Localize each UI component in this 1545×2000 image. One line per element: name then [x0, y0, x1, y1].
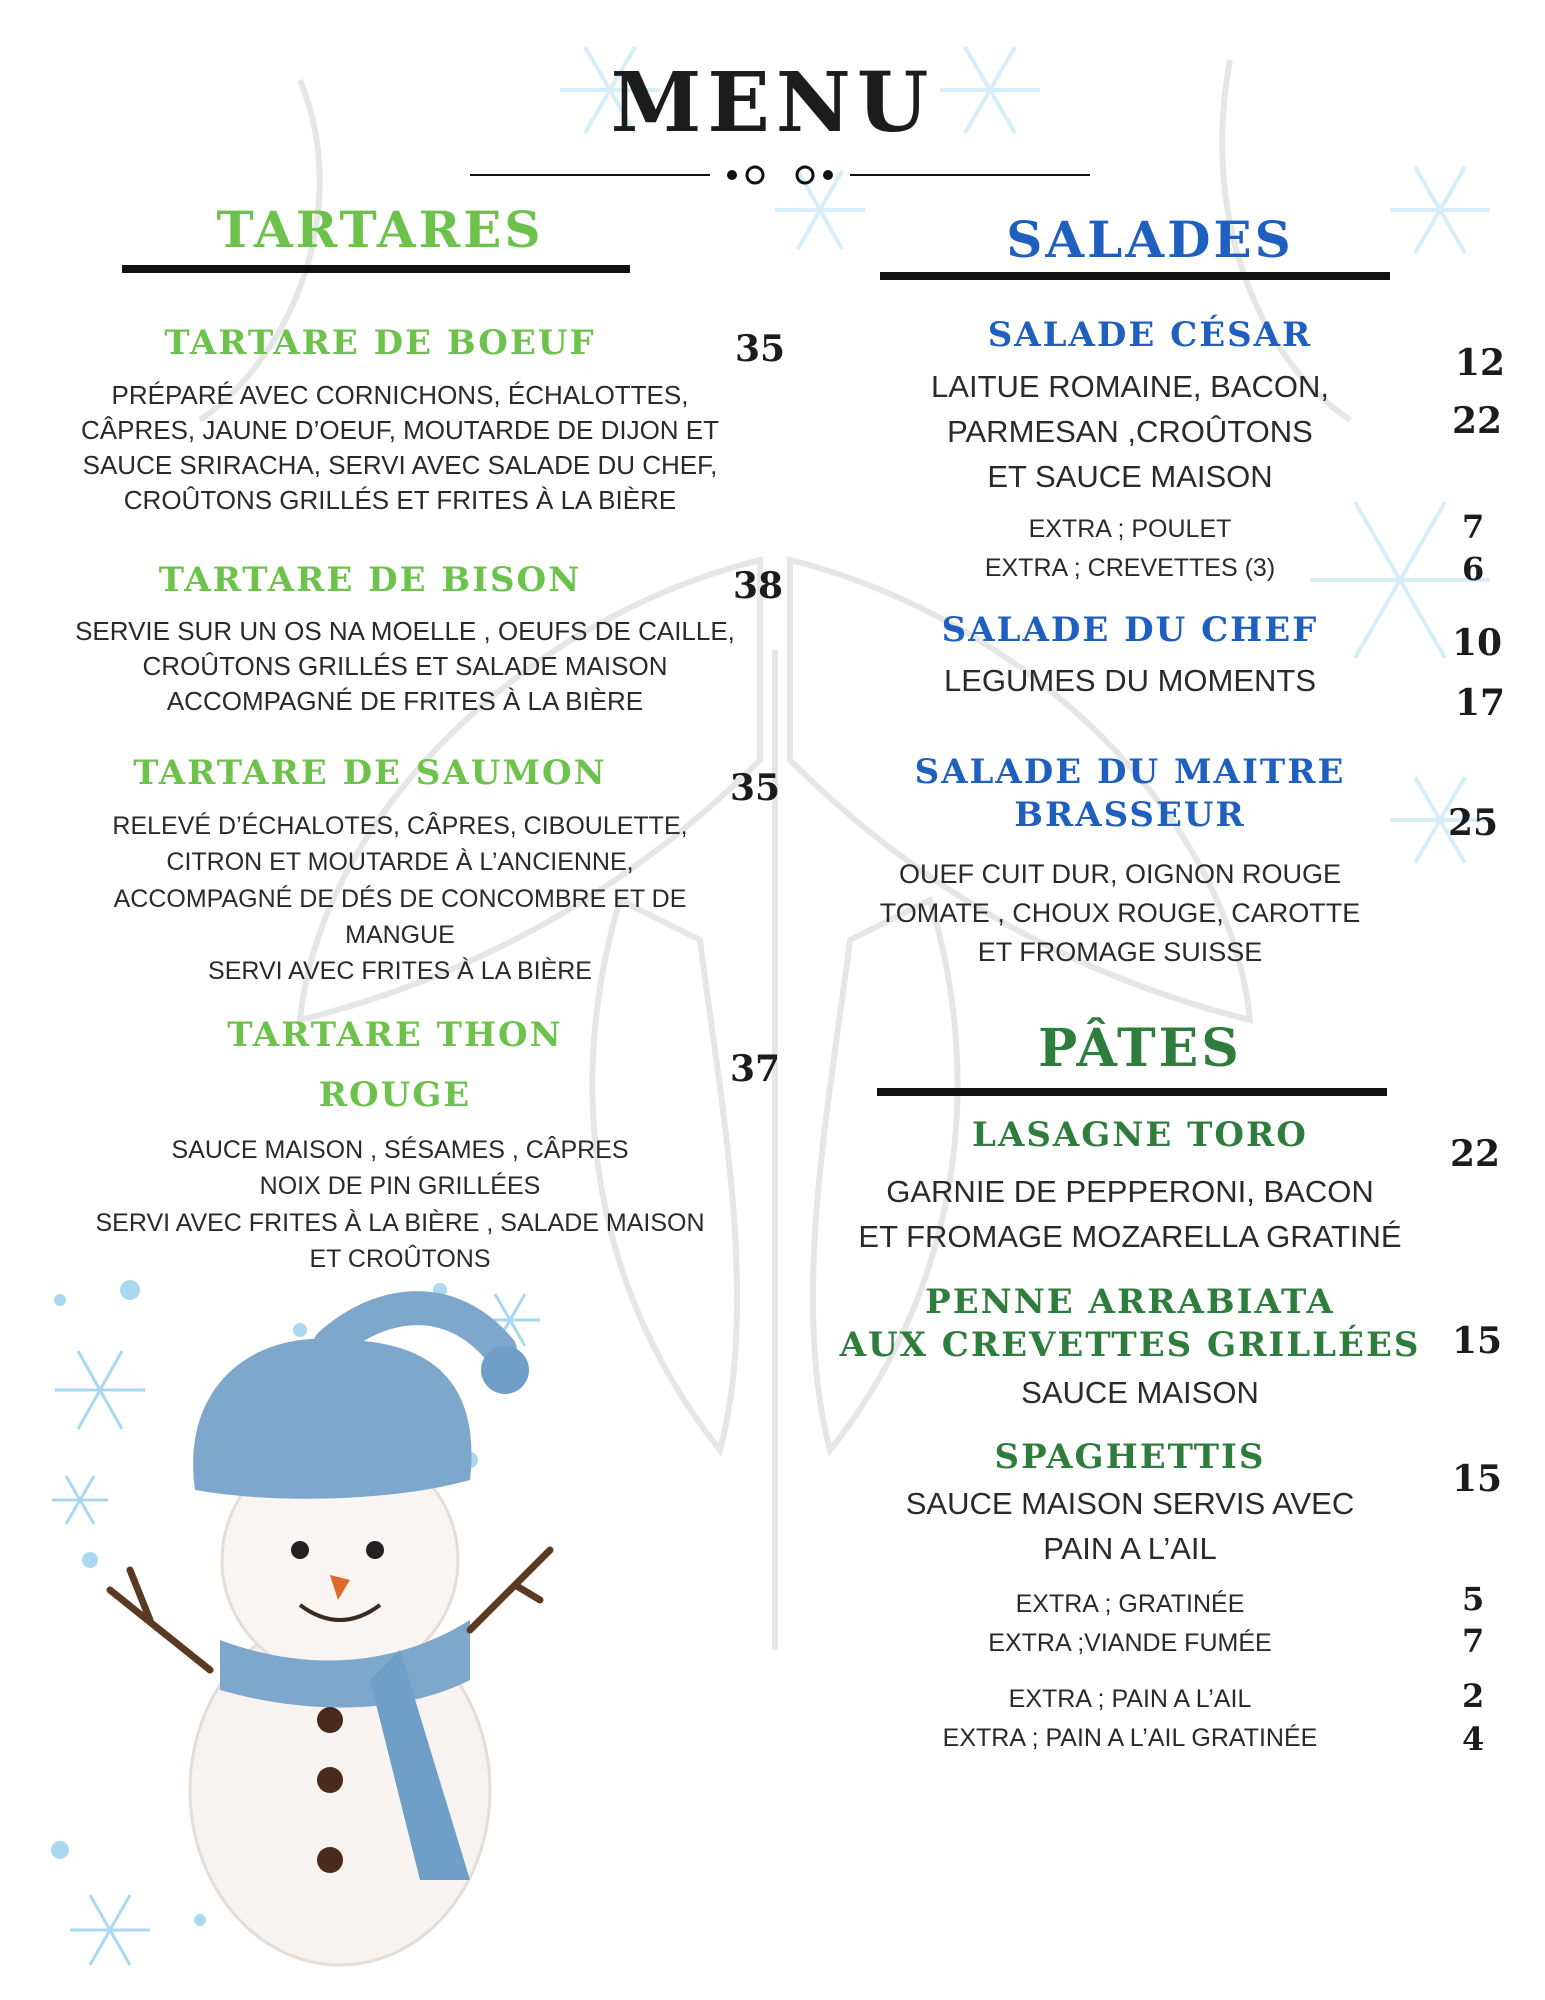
item-price: 37: [730, 1048, 781, 1090]
item-price: 25: [1448, 802, 1499, 844]
section-heading-salades: SALADES: [1006, 210, 1294, 269]
item-price: 35: [730, 767, 781, 809]
item-description: SAUCE MAISON SERVIS AVEC PAIN A L’AIL: [905, 1486, 1355, 1566]
item-name: TARTARE THON: [227, 1015, 563, 1055]
item-price: 12: [1455, 342, 1506, 384]
section-rule: [122, 265, 630, 273]
item-description: LAITUE ROMAINE, BACON, PARMESAN ,CROÛTONS ET SAUCE MAISON: [931, 369, 1329, 494]
item-name: ROUGE: [318, 1075, 472, 1115]
extras-list: EXTRA ; PAIN A L’AIL EXTRA ; PAIN A L’AIL GRATINÉE: [942, 1685, 1318, 1752]
item-name: TARTARE DE BISON: [158, 560, 582, 600]
item-description: SERVIE SUR UN OS NA MOELLE , OEUFS DE CAILLE, CROÛTONS GRILLÉS ET SALADE MAISON ACCOMPAGNÉ DE FRITES À LA BIÈRE: [75, 616, 735, 717]
extras-list: EXTRA ; GRATINÉE EXTRA ;VIANDE FUMÉE: [988, 1590, 1272, 1657]
page-title: MENU: [610, 55, 935, 151]
item-name: SALADE CÉSAR: [987, 315, 1313, 355]
item-price: 15: [1452, 1320, 1503, 1362]
item-name: TARTARE DE BOEUF: [164, 323, 596, 363]
section-rule: [880, 272, 1390, 280]
item-name: LASAGNE TORO: [972, 1115, 1308, 1155]
extra-price: 2: [1462, 1677, 1485, 1715]
item-description: LEGUMES DU MOMENTS: [943, 663, 1317, 698]
item-description: SAUCE MAISON: [1021, 1375, 1259, 1410]
item-name: SPAGHETTIS: [994, 1437, 1266, 1477]
item-description: SAUCE MAISON , SÉSAMES , CÂPRES NOIX DE PIN GRILLÉES SERVI AVEC FRITES À LA BIÈRE , SALADE MAISON ET CROÛTONS: [95, 1136, 705, 1273]
title-divider-ornament: [470, 160, 1090, 190]
item-description: OUEF CUIT DUR, OIGNON ROUGE TOMATE , CHOUX ROUGE, CAROTTE ET FROMAGE SUISSE: [879, 859, 1361, 968]
item-name: SALADE DU MAITRE: [914, 752, 1346, 792]
extra-price: 6: [1462, 550, 1485, 588]
item-name: AUX CREVETTES GRILLÉES: [839, 1325, 1421, 1365]
extra-price: 7: [1462, 508, 1485, 546]
item-name: BRASSEUR: [1014, 795, 1246, 835]
item-description: RELEVÉ D’ÉCHALOTES, CÂPRES, CIBOULETTE, CITRON ET MOUTARDE À L’ANCIENNE, ACCOMPAGNÉ DE DÉS DE CONCOMBRE ET DE MANGUE SERVI AVEC FRITES À LA BIÈRE: [112, 812, 688, 985]
section-rule: [877, 1088, 1387, 1096]
item-name: SALADE DU CHEF: [941, 610, 1319, 650]
item-price: 15: [1452, 1458, 1503, 1500]
item-price: 35: [735, 328, 786, 370]
section-heading-tartares: TARTARES: [216, 200, 544, 259]
item-price: 17: [1455, 682, 1506, 724]
item-description: PRÉPARÉ AVEC CORNICHONS, ÉCHALOTTES, CÂPRES, JAUNE D’OEUF, MOUTARDE DE DIJON ET SAUCE SRIRACHA, SERVI AVEC SALADE DU CHEF, CROÛTONS GRILLÉS ET FRITES À LA BIÈRE: [80, 380, 720, 516]
extra-price: 7: [1462, 1622, 1485, 1660]
item-description: GARNIE DE PEPPERONI, BACON ET FROMAGE MOZARELLA GRATINÉ: [858, 1174, 1402, 1254]
item-price: 22: [1450, 1133, 1501, 1175]
item-name: PENNE ARRABIATA: [925, 1282, 1335, 1322]
section-heading-pates: PÂTES: [1038, 1018, 1242, 1079]
item-price: 38: [733, 565, 784, 607]
item-price: 10: [1452, 622, 1503, 664]
extras-list: EXTRA ; POULET EXTRA ; CREVETTES (3): [984, 515, 1276, 582]
item-price: 22: [1452, 400, 1503, 442]
extra-price: 5: [1462, 1580, 1485, 1618]
item-name: TARTARE DE SAUMON: [133, 753, 607, 793]
extra-price: 4: [1462, 1720, 1485, 1758]
snowman-illustration: [51, 1280, 550, 1965]
